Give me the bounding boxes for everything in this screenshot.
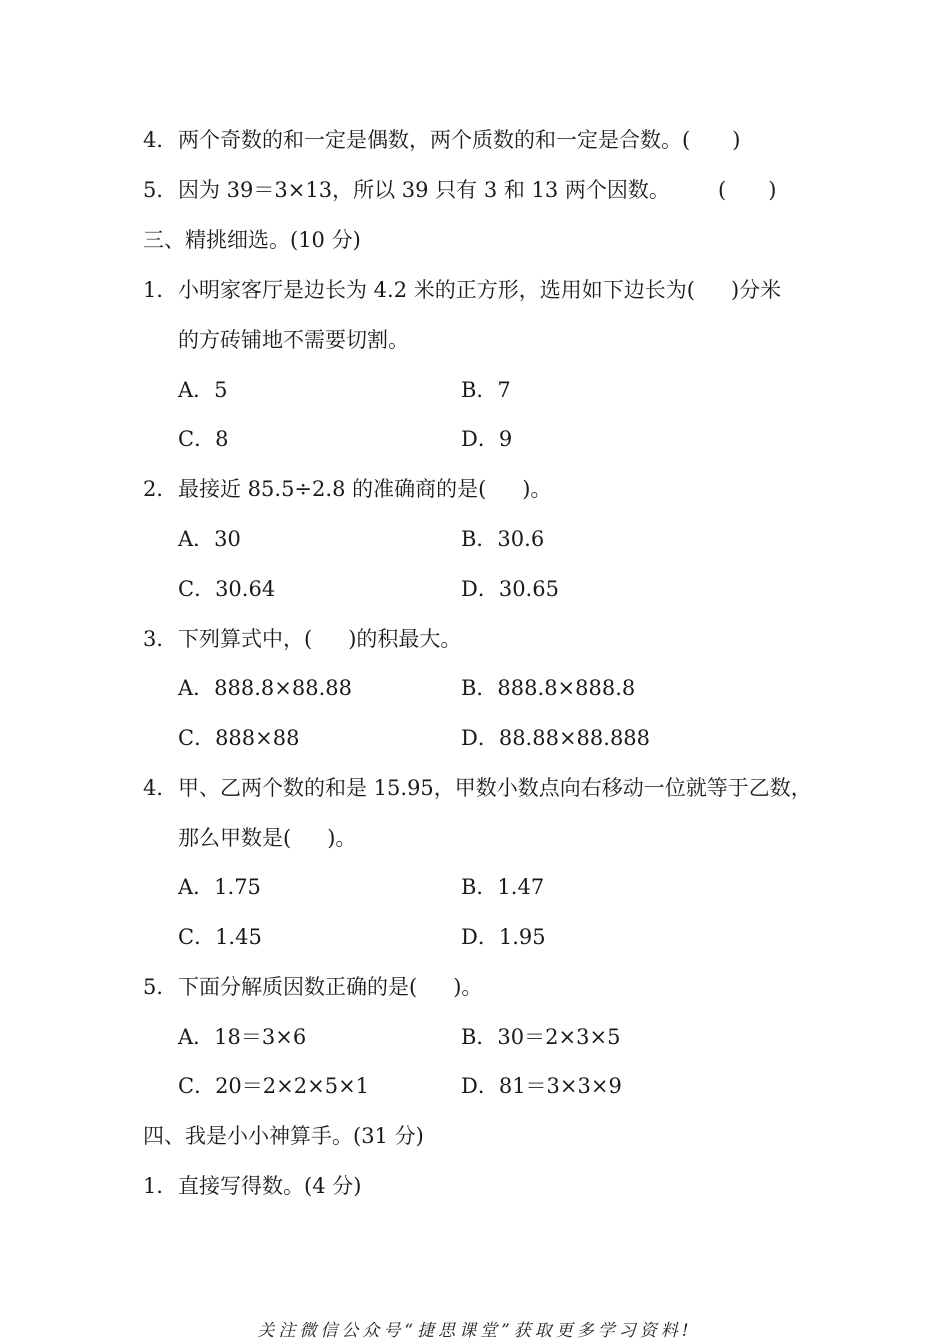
question-3-number: 3．	[143, 627, 178, 651]
question-4-option-c[interactable]: C．1.45	[178, 925, 262, 949]
question-2-text: 最接近 85.5÷2.8 的准确商的是( )。	[178, 477, 552, 501]
question-4-option-d[interactable]: D．1.95	[461, 925, 546, 949]
question-3-text: 下列算式中，( )的积最大。	[178, 627, 462, 651]
section-4-subquestion-1-number: 1．	[143, 1174, 178, 1198]
question-3-option-c[interactable]: C．888×88	[178, 726, 300, 750]
question-5-text: 下面分解质因数正确的是( )。	[178, 975, 483, 999]
question-2-option-c[interactable]: C．30.64	[178, 577, 276, 601]
question-3-option-d[interactable]: D．88.88×88.888	[461, 726, 651, 750]
judge-item-5-paren[interactable]: ( )	[718, 178, 777, 202]
question-2-option-a[interactable]: A．30	[178, 527, 241, 551]
question-5-option-a[interactable]: A．18＝3×6	[178, 1025, 307, 1049]
footer-notice: 关注微信公众号“捷思课堂”获取更多学习资料!	[257, 1321, 693, 1341]
question-5-number: 5．	[143, 975, 178, 999]
question-4-text: 甲、乙两个数的和是 15.95，甲数小数点向右移动一位就等于乙数，	[178, 776, 812, 800]
question-1-option-a[interactable]: A．5	[178, 378, 228, 402]
judge-item-5-number: 5．	[143, 178, 178, 202]
judge-item-4-text: 两个奇数的和一定是偶数，两个质数的和一定是合数。( )	[178, 128, 741, 152]
judge-item-4-paren[interactable]: ( )	[682, 128, 741, 152]
judge-item-4-number: 4．	[143, 128, 178, 152]
judge-item-5-text: 因为 39＝3×13，所以 39 只有 3 和 13 两个因数。	[178, 178, 670, 202]
question-2-option-b[interactable]: B．30.6	[461, 527, 545, 551]
question-5-option-b[interactable]: B．30＝2×3×5	[461, 1025, 621, 1049]
question-3-option-b[interactable]: B．888.8×888.8	[461, 676, 636, 700]
question-5-option-c[interactable]: C．20＝2×2×5×1	[178, 1074, 370, 1098]
question-4-option-b[interactable]: B．1.47	[461, 875, 545, 899]
question-1-text: 小明家客厅是边长为 4.2 米的正方形，选用如下边长为( )分米	[178, 278, 782, 302]
question-1-number: 1．	[143, 278, 178, 302]
question-5-option-d[interactable]: D．81＝3×3×9	[461, 1074, 622, 1098]
question-2-option-d[interactable]: D．30.65	[461, 577, 559, 601]
question-1-option-b[interactable]: B．7	[461, 378, 511, 402]
question-4-number: 4．	[143, 776, 178, 800]
question-1-option-d[interactable]: D．9	[461, 427, 513, 451]
question-3-option-a[interactable]: A．888.8×88.88	[178, 676, 352, 700]
question-1-option-c[interactable]: C．8	[178, 427, 229, 451]
question-4-option-a[interactable]: A．1.75	[178, 875, 261, 899]
section-4-subquestion-1-text: 直接写得数。(4 分)	[178, 1174, 362, 1198]
question-2-number: 2．	[143, 477, 178, 501]
